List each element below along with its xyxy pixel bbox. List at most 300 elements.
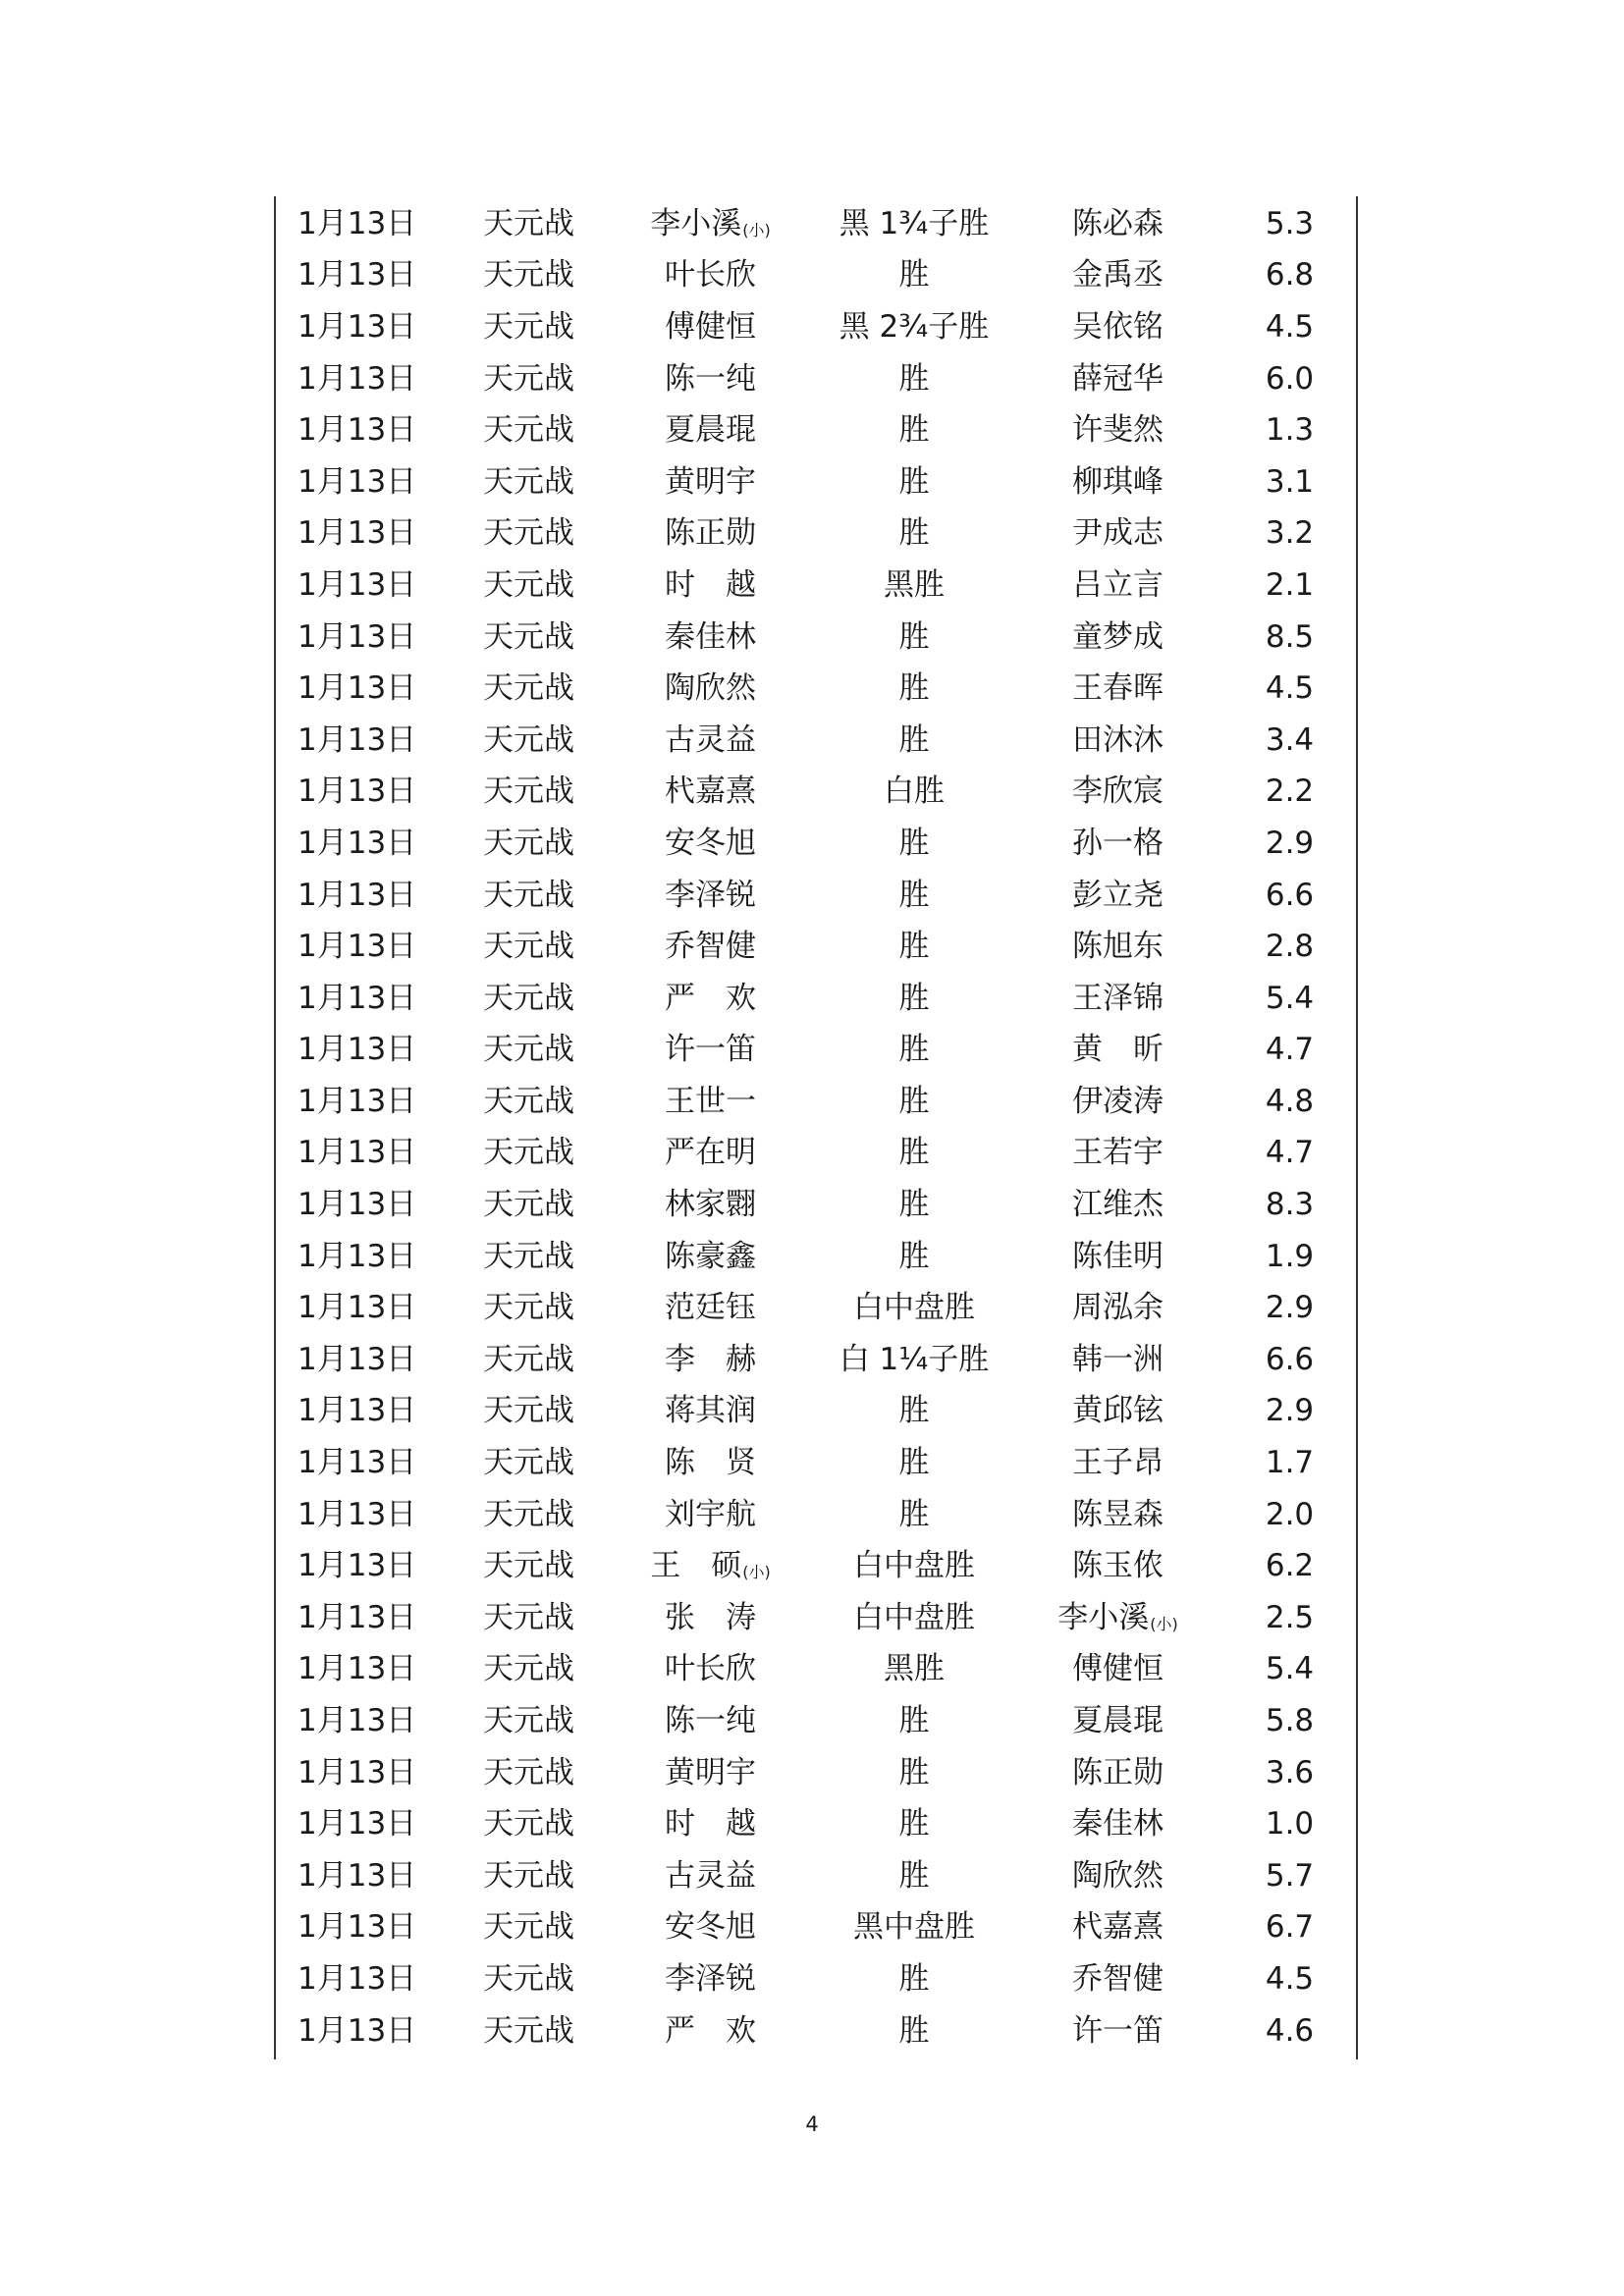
table-row bbox=[276, 1953, 1356, 2005]
table-row bbox=[276, 1282, 1356, 1334]
table-row bbox=[276, 1437, 1356, 1489]
event-cell-text: 天元战 bbox=[483, 1960, 574, 1997]
date-cell bbox=[276, 1548, 453, 1584]
value-cell bbox=[1223, 1445, 1356, 1481]
date-cell bbox=[276, 877, 453, 913]
player-two-cell-text: 柳琪峰 bbox=[1072, 463, 1164, 500]
event-cell-text: 天元战 bbox=[483, 360, 574, 397]
player-two-cell-text: 伊凌涛 bbox=[1072, 1083, 1164, 1119]
player-one-cell-text: 秦佳林 bbox=[665, 618, 756, 655]
player-two-cell-text: 乔智健 bbox=[1072, 1960, 1164, 1997]
player-two-cell bbox=[1012, 1032, 1223, 1068]
player-one-cell-text: 安冬旭 bbox=[665, 825, 756, 861]
value-cell-text: 3.2 bbox=[1265, 515, 1315, 552]
player-two-cell bbox=[1012, 774, 1223, 810]
result-cell bbox=[816, 1187, 1012, 1223]
player-one-cell-text: 严在明 bbox=[665, 1135, 756, 1171]
result-cell bbox=[816, 1393, 1012, 1429]
event-cell-text: 天元战 bbox=[483, 257, 574, 294]
player-two-cell-text: 杙嘉熹 bbox=[1072, 1909, 1164, 1946]
event-cell bbox=[453, 360, 605, 397]
player-two-cell-text: 秦佳林 bbox=[1072, 1806, 1164, 1842]
player-one-cell-text: 陶欣然 bbox=[665, 670, 756, 707]
table-row bbox=[276, 456, 1356, 508]
player-two-cell-text: 王泽锦 bbox=[1072, 980, 1164, 1016]
player-one-cell bbox=[605, 929, 816, 965]
player-two-cell bbox=[1012, 1651, 1223, 1687]
value-cell bbox=[1223, 670, 1356, 707]
player-two-cell-text: 李欣宸 bbox=[1072, 774, 1164, 810]
player-one-cell bbox=[605, 205, 816, 241]
result-cell-text: 黑中盘胜 bbox=[853, 1909, 975, 1946]
player-one-cell bbox=[605, 877, 816, 913]
result-cell bbox=[816, 877, 1012, 913]
event-cell bbox=[453, 1290, 605, 1326]
date-cell-text: 1月13日 bbox=[298, 721, 417, 758]
date-cell-text: 1月13日 bbox=[298, 1032, 417, 1068]
event-cell bbox=[453, 670, 605, 707]
player-two-cell bbox=[1012, 515, 1223, 552]
player-one-cell bbox=[605, 1187, 816, 1223]
player-one-cell-text: 张 涛 bbox=[665, 1599, 756, 1635]
value-cell-text: 3.4 bbox=[1265, 721, 1315, 758]
result-cell-text: 黑 2¾子胜 bbox=[839, 308, 990, 345]
player-one-cell bbox=[605, 1393, 816, 1429]
event-cell-text: 天元战 bbox=[483, 1187, 574, 1223]
date-cell bbox=[276, 1290, 453, 1326]
value-cell-text: 3.1 bbox=[1265, 463, 1315, 500]
date-cell-text: 1月13日 bbox=[298, 1960, 417, 1997]
date-cell bbox=[276, 1651, 453, 1687]
event-cell-text: 天元战 bbox=[483, 1754, 574, 1790]
value-cell bbox=[1223, 1032, 1356, 1068]
date-cell bbox=[276, 1703, 453, 1739]
date-cell-text: 1月13日 bbox=[298, 1754, 417, 1790]
value-cell-text: 4.7 bbox=[1265, 1135, 1315, 1171]
player-two-cell bbox=[1012, 1909, 1223, 1946]
player-one-cell-text: 杙嘉熹 bbox=[665, 774, 756, 810]
value-cell bbox=[1223, 1806, 1356, 1842]
player-two-cell-text: 陈旭东 bbox=[1072, 929, 1164, 965]
player-one-cell bbox=[605, 1496, 816, 1532]
player-one-cell bbox=[605, 774, 816, 810]
player-two-cell-text: 孙一格 bbox=[1072, 825, 1164, 861]
player-two-cell bbox=[1012, 360, 1223, 397]
player-two-cell bbox=[1012, 1806, 1223, 1842]
result-cell-text: 胜 bbox=[898, 257, 930, 294]
result-cell-text: 黑胜 bbox=[884, 1651, 945, 1687]
player-two-cell-text: 陈昱森 bbox=[1072, 1496, 1164, 1532]
result-cell bbox=[816, 360, 1012, 397]
player-two-cell bbox=[1012, 1548, 1223, 1584]
player-one-cell bbox=[605, 1857, 816, 1894]
value-cell bbox=[1223, 1341, 1356, 1377]
date-cell-text: 1月13日 bbox=[298, 774, 417, 810]
table-row bbox=[276, 1747, 1356, 1799]
result-cell-text: 胜 bbox=[898, 360, 930, 397]
player-two-cell bbox=[1012, 1857, 1223, 1894]
player-two-cell bbox=[1012, 1599, 1223, 1635]
result-cell-text: 胜 bbox=[898, 1754, 930, 1790]
result-cell bbox=[816, 515, 1012, 552]
value-cell bbox=[1223, 205, 1356, 241]
value-cell-text: 5.4 bbox=[1265, 1651, 1315, 1687]
player-one-cell-text: 时 越 bbox=[665, 566, 756, 603]
event-cell-text: 天元战 bbox=[483, 1806, 574, 1842]
result-cell bbox=[816, 1445, 1012, 1481]
result-cell-text: 白胜 bbox=[884, 774, 945, 810]
table-row bbox=[276, 870, 1356, 922]
player-one-cell-text: 许一笛 bbox=[665, 1032, 756, 1068]
table-row bbox=[276, 508, 1356, 561]
event-cell-text: 天元战 bbox=[483, 825, 574, 861]
table-row bbox=[276, 612, 1356, 664]
value-cell bbox=[1223, 257, 1356, 294]
result-cell bbox=[816, 980, 1012, 1016]
player-two-cell bbox=[1012, 1341, 1223, 1377]
player-one-cell bbox=[605, 412, 816, 449]
value-cell bbox=[1223, 980, 1356, 1016]
player-two-cell bbox=[1012, 1135, 1223, 1171]
player-one-cell bbox=[605, 2012, 816, 2049]
value-cell bbox=[1223, 308, 1356, 345]
player-one-cell bbox=[605, 1909, 816, 1946]
result-cell bbox=[816, 257, 1012, 294]
date-cell-text: 1月13日 bbox=[298, 1548, 417, 1584]
result-cell bbox=[816, 929, 1012, 965]
result-cell-text: 白中盘胜 bbox=[853, 1290, 975, 1326]
player-one-cell bbox=[605, 721, 816, 758]
player-two-cell-text: 彭立尧 bbox=[1072, 877, 1164, 913]
player-one-cell bbox=[605, 1032, 816, 1068]
result-cell-text: 胜 bbox=[898, 1032, 930, 1068]
value-cell-text: 2.8 bbox=[1265, 929, 1315, 965]
player-two-cell bbox=[1012, 1496, 1223, 1532]
player-one-cell-text: 叶长欣 bbox=[665, 1651, 756, 1687]
result-cell bbox=[816, 1341, 1012, 1377]
date-cell bbox=[276, 1857, 453, 1894]
date-cell-text: 1月13日 bbox=[298, 1909, 417, 1946]
player-one-cell-text: 时 越 bbox=[665, 1806, 756, 1842]
result-cell bbox=[816, 721, 1012, 758]
player-one-cell bbox=[605, 1341, 816, 1377]
page-number: 4 bbox=[805, 2112, 819, 2136]
value-cell-text: 1.7 bbox=[1265, 1445, 1315, 1481]
event-cell-text: 天元战 bbox=[483, 1548, 574, 1584]
result-cell-text: 胜 bbox=[898, 721, 930, 758]
event-cell bbox=[453, 1857, 605, 1894]
table-row bbox=[276, 404, 1356, 456]
player-two-cell bbox=[1012, 1083, 1223, 1119]
result-cell bbox=[816, 618, 1012, 655]
date-cell bbox=[276, 1599, 453, 1635]
player-one-cell-text: 李 赫 bbox=[665, 1341, 756, 1377]
value-cell bbox=[1223, 929, 1356, 965]
date-cell-text: 1月13日 bbox=[298, 1445, 417, 1481]
value-cell-text: 4.5 bbox=[1265, 308, 1315, 345]
player-one-cell bbox=[605, 1548, 816, 1584]
player-one-cell-text: 乔智健 bbox=[665, 929, 756, 965]
event-cell-text: 天元战 bbox=[483, 1651, 574, 1687]
value-cell bbox=[1223, 1960, 1356, 1997]
event-cell bbox=[453, 1806, 605, 1842]
player-one-cell bbox=[605, 618, 816, 655]
player-two-cell bbox=[1012, 2012, 1223, 2049]
event-cell-text: 天元战 bbox=[483, 774, 574, 810]
event-cell bbox=[453, 1960, 605, 1997]
event-cell-text: 天元战 bbox=[483, 566, 574, 603]
result-cell-text: 胜 bbox=[898, 1135, 930, 1171]
event-cell-text: 天元战 bbox=[483, 1290, 574, 1326]
player-one-cell-tag: (小) bbox=[742, 220, 771, 240]
player-two-cell-text: 江维杰 bbox=[1072, 1187, 1164, 1223]
date-cell bbox=[276, 1445, 453, 1481]
value-cell-text: 2.9 bbox=[1265, 825, 1315, 861]
player-two-cell-text: 陈必森 bbox=[1072, 205, 1164, 241]
result-cell-text: 白中盘胜 bbox=[853, 1599, 975, 1635]
date-cell-text: 1月13日 bbox=[298, 1857, 417, 1894]
date-cell-text: 1月13日 bbox=[298, 618, 417, 655]
event-cell-text: 天元战 bbox=[483, 463, 574, 500]
player-one-cell bbox=[605, 825, 816, 861]
date-cell bbox=[276, 566, 453, 603]
result-cell-text: 胜 bbox=[898, 1238, 930, 1274]
result-cell bbox=[816, 1238, 1012, 1274]
player-two-cell-text: 田沐沐 bbox=[1072, 721, 1164, 758]
event-cell bbox=[453, 1651, 605, 1687]
date-cell bbox=[276, 721, 453, 758]
date-cell-text: 1月13日 bbox=[298, 515, 417, 552]
player-two-cell-text: 陶欣然 bbox=[1072, 1857, 1164, 1894]
result-cell-text: 胜 bbox=[898, 1703, 930, 1739]
date-cell-text: 1月13日 bbox=[298, 412, 417, 449]
player-one-cell bbox=[605, 1703, 816, 1739]
value-cell bbox=[1223, 1290, 1356, 1326]
table-row bbox=[276, 1850, 1356, 1902]
player-two-cell-text: 陈正勋 bbox=[1072, 1754, 1164, 1790]
player-two-cell-text: 童梦成 bbox=[1072, 618, 1164, 655]
date-cell bbox=[276, 1187, 453, 1223]
value-cell-text: 1.0 bbox=[1265, 1806, 1315, 1842]
result-cell bbox=[816, 308, 1012, 345]
event-cell bbox=[453, 566, 605, 603]
date-cell bbox=[276, 1083, 453, 1119]
player-one-cell bbox=[605, 257, 816, 294]
player-one-cell-text: 王世一 bbox=[665, 1083, 756, 1119]
player-one-cell-text: 陈 贤 bbox=[665, 1445, 756, 1481]
player-two-cell-text: 傅健恒 bbox=[1072, 1651, 1164, 1687]
player-two-cell bbox=[1012, 1238, 1223, 1274]
date-cell-text: 1月13日 bbox=[298, 1135, 417, 1171]
table-row bbox=[276, 353, 1356, 405]
player-one-cell bbox=[605, 670, 816, 707]
player-one-cell bbox=[605, 1754, 816, 1790]
player-two-cell bbox=[1012, 877, 1223, 913]
player-one-cell bbox=[605, 1651, 816, 1687]
table-row bbox=[276, 1128, 1356, 1180]
player-two-cell bbox=[1012, 566, 1223, 603]
event-cell-text: 天元战 bbox=[483, 877, 574, 913]
table-row bbox=[276, 2005, 1356, 2057]
value-cell-text: 2.9 bbox=[1265, 1290, 1315, 1326]
event-cell bbox=[453, 929, 605, 965]
player-one-cell-text: 刘宇航 bbox=[665, 1496, 756, 1532]
player-two-cell-text: 吕立言 bbox=[1072, 566, 1164, 603]
date-cell-text: 1月13日 bbox=[298, 929, 417, 965]
table-row bbox=[276, 1231, 1356, 1283]
player-two-cell bbox=[1012, 721, 1223, 758]
date-cell bbox=[276, 308, 453, 345]
event-cell bbox=[453, 1032, 605, 1068]
result-cell-text: 胜 bbox=[898, 980, 930, 1016]
event-cell bbox=[453, 1445, 605, 1481]
player-one-cell-text: 严 欢 bbox=[665, 980, 756, 1016]
event-cell bbox=[453, 721, 605, 758]
result-cell-text: 胜 bbox=[898, 1393, 930, 1429]
result-cell-text: 胜 bbox=[898, 1496, 930, 1532]
result-cell-text: 黑胜 bbox=[884, 566, 945, 603]
table-row bbox=[276, 1798, 1356, 1850]
result-cell-text: 胜 bbox=[898, 618, 930, 655]
table-row bbox=[276, 1386, 1356, 1438]
value-cell-text: 2.1 bbox=[1265, 566, 1315, 603]
value-cell bbox=[1223, 463, 1356, 500]
value-cell-text: 8.3 bbox=[1265, 1187, 1315, 1223]
event-cell bbox=[453, 618, 605, 655]
date-cell bbox=[276, 515, 453, 552]
date-cell bbox=[276, 774, 453, 810]
table-row bbox=[276, 1644, 1356, 1696]
table-row bbox=[276, 1076, 1356, 1128]
date-cell bbox=[276, 1341, 453, 1377]
player-two-cell bbox=[1012, 1393, 1223, 1429]
event-cell-text: 天元战 bbox=[483, 721, 574, 758]
table-row bbox=[276, 1179, 1356, 1231]
date-cell-text: 1月13日 bbox=[298, 1806, 417, 1842]
value-cell-text: 2.9 bbox=[1265, 1393, 1315, 1429]
player-two-cell bbox=[1012, 412, 1223, 449]
event-cell bbox=[453, 877, 605, 913]
player-one-cell bbox=[605, 1960, 816, 1997]
result-cell bbox=[816, 1806, 1012, 1842]
event-cell bbox=[453, 257, 605, 294]
event-cell bbox=[453, 1496, 605, 1532]
result-cell bbox=[816, 1496, 1012, 1532]
result-cell bbox=[816, 1290, 1012, 1326]
date-cell bbox=[276, 1393, 453, 1429]
table-row bbox=[276, 1902, 1356, 1954]
result-cell-text: 胜 bbox=[898, 825, 930, 861]
value-cell bbox=[1223, 1496, 1356, 1532]
player-two-cell-text: 夏晨琨 bbox=[1072, 1703, 1164, 1739]
value-cell-text: 2.5 bbox=[1265, 1599, 1315, 1635]
event-cell bbox=[453, 825, 605, 861]
date-cell bbox=[276, 257, 453, 294]
results-table bbox=[276, 198, 1356, 2056]
result-cell-text: 胜 bbox=[898, 1445, 930, 1481]
player-two-cell bbox=[1012, 618, 1223, 655]
player-two-cell-text: 许一笛 bbox=[1072, 2012, 1164, 2049]
result-cell-text: 胜 bbox=[898, 877, 930, 913]
player-two-cell-text: 黄 昕 bbox=[1072, 1032, 1164, 1068]
date-cell-text: 1月13日 bbox=[298, 1187, 417, 1223]
date-cell-text: 1月13日 bbox=[298, 670, 417, 707]
result-cell-text: 胜 bbox=[898, 1083, 930, 1119]
date-cell bbox=[276, 360, 453, 397]
result-cell-text: 胜 bbox=[898, 1806, 930, 1842]
event-cell-text: 天元战 bbox=[483, 1393, 574, 1429]
result-cell bbox=[816, 1651, 1012, 1687]
value-cell-text: 5.8 bbox=[1265, 1703, 1315, 1739]
player-two-cell-text: 陈玉侬 bbox=[1072, 1548, 1164, 1584]
result-cell bbox=[816, 1135, 1012, 1171]
player-one-cell bbox=[605, 463, 816, 500]
table-row bbox=[276, 767, 1356, 819]
result-cell bbox=[816, 2012, 1012, 2049]
player-two-cell bbox=[1012, 463, 1223, 500]
player-two-cell bbox=[1012, 205, 1223, 241]
player-one-cell bbox=[605, 360, 816, 397]
player-two-cell bbox=[1012, 980, 1223, 1016]
player-one-cell bbox=[605, 1083, 816, 1119]
table-row bbox=[276, 1695, 1356, 1747]
value-cell-text: 2.2 bbox=[1265, 774, 1315, 810]
date-cell-text: 1月13日 bbox=[298, 1651, 417, 1687]
table-row bbox=[276, 198, 1356, 250]
date-cell-text: 1月13日 bbox=[298, 2012, 417, 2049]
result-cell bbox=[816, 205, 1012, 241]
table-row bbox=[276, 663, 1356, 715]
table-row bbox=[276, 301, 1356, 353]
value-cell-text: 6.0 bbox=[1265, 360, 1315, 397]
event-cell bbox=[453, 1703, 605, 1739]
player-one-cell-text: 陈正勋 bbox=[665, 515, 756, 552]
value-cell bbox=[1223, 825, 1356, 861]
date-cell-text: 1月13日 bbox=[298, 1083, 417, 1119]
player-one-cell-text: 李小溪 bbox=[650, 205, 742, 241]
date-cell bbox=[276, 1754, 453, 1790]
date-cell bbox=[276, 1806, 453, 1842]
player-two-cell-text: 陈佳明 bbox=[1072, 1238, 1164, 1274]
value-cell-text: 1.9 bbox=[1265, 1238, 1315, 1274]
event-cell bbox=[453, 980, 605, 1016]
value-cell bbox=[1223, 1548, 1356, 1584]
value-cell-text: 5.7 bbox=[1265, 1857, 1315, 1894]
date-cell-text: 1月13日 bbox=[298, 360, 417, 397]
player-one-cell bbox=[605, 980, 816, 1016]
table-row bbox=[276, 1025, 1356, 1077]
event-cell-text: 天元战 bbox=[483, 980, 574, 1016]
player-two-cell bbox=[1012, 1960, 1223, 1997]
value-cell-text: 6.6 bbox=[1265, 1341, 1315, 1377]
result-cell bbox=[816, 1857, 1012, 1894]
result-cell bbox=[816, 825, 1012, 861]
event-cell-text: 天元战 bbox=[483, 1857, 574, 1894]
player-one-cell-text: 蒋其润 bbox=[665, 1393, 756, 1429]
value-cell bbox=[1223, 1599, 1356, 1635]
result-cell-text: 白 1¼子胜 bbox=[839, 1341, 990, 1377]
player-two-cell bbox=[1012, 257, 1223, 294]
player-one-cell-text: 严 欢 bbox=[665, 2012, 756, 2049]
player-one-cell bbox=[605, 1135, 816, 1171]
player-two-cell-text: 金禹丞 bbox=[1072, 257, 1164, 294]
date-cell-text: 1月13日 bbox=[298, 308, 417, 345]
event-cell bbox=[453, 1909, 605, 1946]
player-two-cell-text: 韩一洲 bbox=[1072, 1341, 1164, 1377]
value-cell bbox=[1223, 566, 1356, 603]
event-cell-text: 天元战 bbox=[483, 1238, 574, 1274]
date-cell bbox=[276, 1960, 453, 1997]
